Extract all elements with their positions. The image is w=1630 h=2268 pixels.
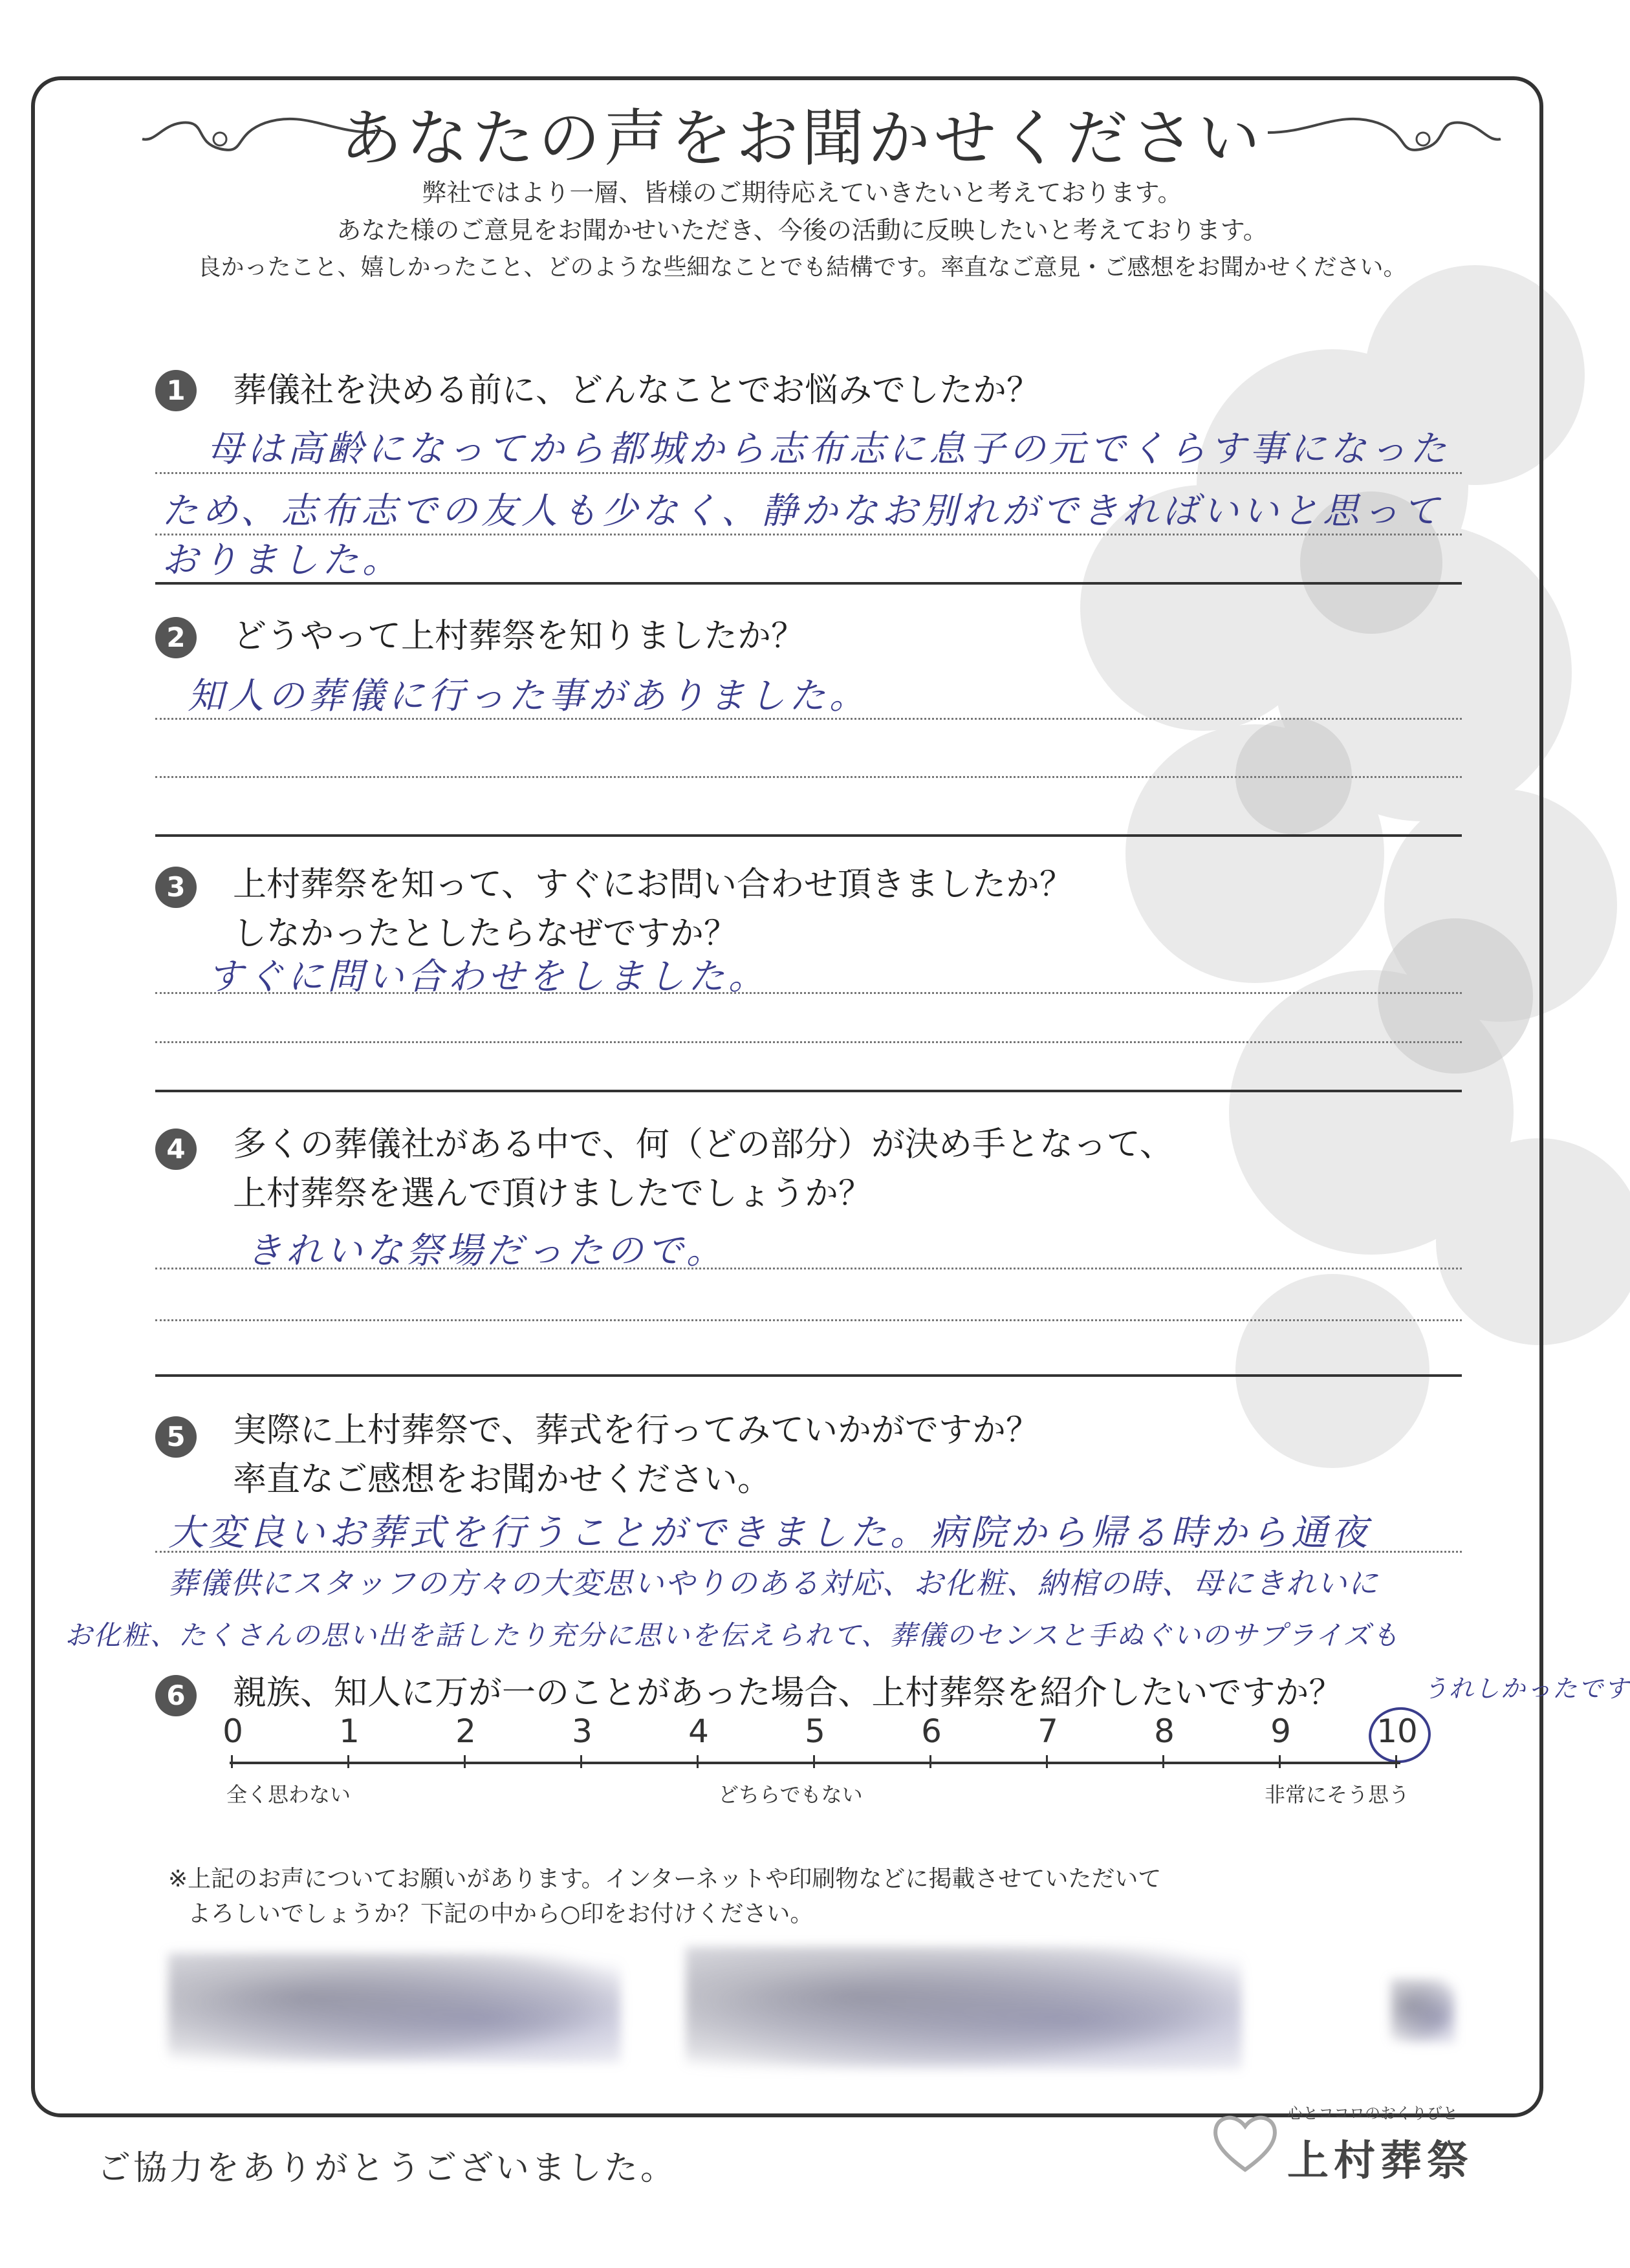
logo-name: 上村葬祭: [1287, 2137, 1473, 2185]
intro-line-3: 良かったこと、嬉しかったこと、どのような些細なことでも結構です。率直なご意見・ご感想をお聞かせください。: [197, 254, 1407, 281]
question-1-text: 葬儀社を決める前に、どんなことでお悩みでしたか？: [233, 371, 1041, 410]
scale-label-low: 全く思わない: [226, 1782, 351, 1807]
scale-option-10[interactable]: 10: [1376, 1712, 1418, 1750]
scale-axis: [230, 1762, 1400, 1764]
scale-option-7[interactable]: 7: [1038, 1712, 1058, 1750]
answer-line: [155, 1041, 1462, 1043]
question-5-text-line-2: 率直なご感想をお聞かせください。: [233, 1460, 772, 1499]
scale-label-mid: どちらでもない: [718, 1782, 863, 1807]
scale-option-8[interactable]: 8: [1154, 1712, 1175, 1750]
right-ornament-icon: [1261, 103, 1507, 162]
answer-5-line-1[interactable]: 大変良いお葬式を行うことができました。病院から帰る時から通夜: [168, 1512, 1371, 1554]
answer-line: [155, 1319, 1462, 1321]
publication-note-line-1: ※上記のお声についてお願いがあります。インターネットや印刷物などに掲載させていただいて: [168, 1866, 1162, 1892]
answer-line: [155, 472, 1462, 474]
answer-1-line-3[interactable]: おりました。: [162, 539, 402, 581]
question-2-text: どうやって上村葬祭を知りましたか？: [233, 617, 805, 656]
answer-4-line-1[interactable]: きれいな祭場だったので。: [246, 1230, 726, 1272]
scale-option-2[interactable]: 2: [455, 1712, 476, 1750]
redacted-option-right[interactable]: [686, 1947, 1242, 2069]
question-6-number: 6: [155, 1675, 197, 1716]
question-1-number: 1: [155, 370, 197, 411]
question-4-text-line-1: 多くの葬儀社がある中で、何（どの部分）が決め手となって、: [233, 1125, 1173, 1164]
answer-5-line-4[interactable]: うれしかったです: [1423, 1674, 1630, 1703]
answer-line: [155, 718, 1462, 720]
thanks-message: ご協力をありがとうございました。: [97, 2149, 677, 2188]
answer-3-line-1[interactable]: すぐに問い合わせをしました。: [207, 956, 768, 998]
redacted-option-left[interactable]: [168, 1953, 621, 2063]
logo-tagline: 心とココロのおくりびと: [1287, 2104, 1458, 2122]
answer-1-line-2[interactable]: ため、志布志での友人も少なく、静かなお別れができればいいと思って: [162, 490, 1443, 532]
answer-5-line-3[interactable]: お化粧、たくさんの思い出を話したり充分に思いを伝えられて、葬儀のセンスと手ぬぐいのサプライズも: [65, 1619, 1400, 1651]
scale-option-4[interactable]: 4: [688, 1712, 709, 1750]
scale-label-high: 非常にそう思う: [1265, 1782, 1410, 1807]
answer-1-line-1[interactable]: 母は高齢になってから都城から志布志に息子の元でくらす事になった: [207, 428, 1450, 470]
question-2-number: 2: [155, 617, 197, 658]
answer-line: [155, 992, 1462, 994]
section-divider: [155, 1374, 1462, 1377]
answer-line: [155, 776, 1462, 778]
intro-line-2: あなた様のご意見をお聞かせいただき、今後の活動に反映したいと考えております。: [336, 216, 1268, 244]
answer-line: [155, 1268, 1462, 1269]
question-5-text-line-1: 実際に上村葬祭で、葬式を行ってみていかがですか？: [233, 1411, 1039, 1450]
answer-5-line-2[interactable]: 葬儀供にスタッフの方々の大変思いやりのある対応、お化粧、納棺の時、母にきれいに: [168, 1566, 1379, 1601]
publication-note-line-2: よろしいでしょうか？下記の中から○印をお付けください。: [188, 1901, 814, 1927]
scale-option-3[interactable]: 3: [572, 1712, 592, 1750]
intro-line-1: 弊社ではより一層、皆様のご期待応えていきたいと考えております。: [422, 178, 1182, 207]
question-3-number: 3: [155, 867, 197, 908]
answer-2-line-1[interactable]: 知人の葬儀に行った事がありました。: [188, 675, 869, 717]
title-area: [97, 78, 1507, 175]
section-divider: [155, 1090, 1462, 1092]
scale-option-5[interactable]: 5: [805, 1712, 825, 1750]
form-title: あなたの声をお聞かせください: [340, 102, 1264, 175]
scale-option-1[interactable]: 1: [339, 1712, 360, 1750]
answer-line: [155, 1551, 1462, 1553]
section-divider: [155, 582, 1462, 585]
question-3-text-line-2: しなかったとしたらなぜですか？: [233, 914, 738, 953]
section-divider: [155, 834, 1462, 837]
question-5-number: 5: [155, 1416, 197, 1458]
question-3-text-line-1: 上村葬祭を知って、すぐにお問い合わせ頂きましたか？: [233, 865, 1073, 904]
redacted-mark: [1391, 1979, 1455, 2044]
question-6-text: 親族、知人に万が一のことがあった場合、上村葬祭を紹介したいですか？: [233, 1674, 1343, 1712]
heart-logo-icon: [1210, 2108, 1281, 2179]
question-4-number: 4: [155, 1129, 197, 1170]
scale-option-0[interactable]: 0: [223, 1712, 243, 1750]
question-4-text-line-2: 上村葬祭を選んで頂けましたでしょうか？: [233, 1174, 873, 1213]
scale-option-6[interactable]: 6: [921, 1712, 942, 1750]
scale-option-9[interactable]: 9: [1270, 1712, 1291, 1750]
